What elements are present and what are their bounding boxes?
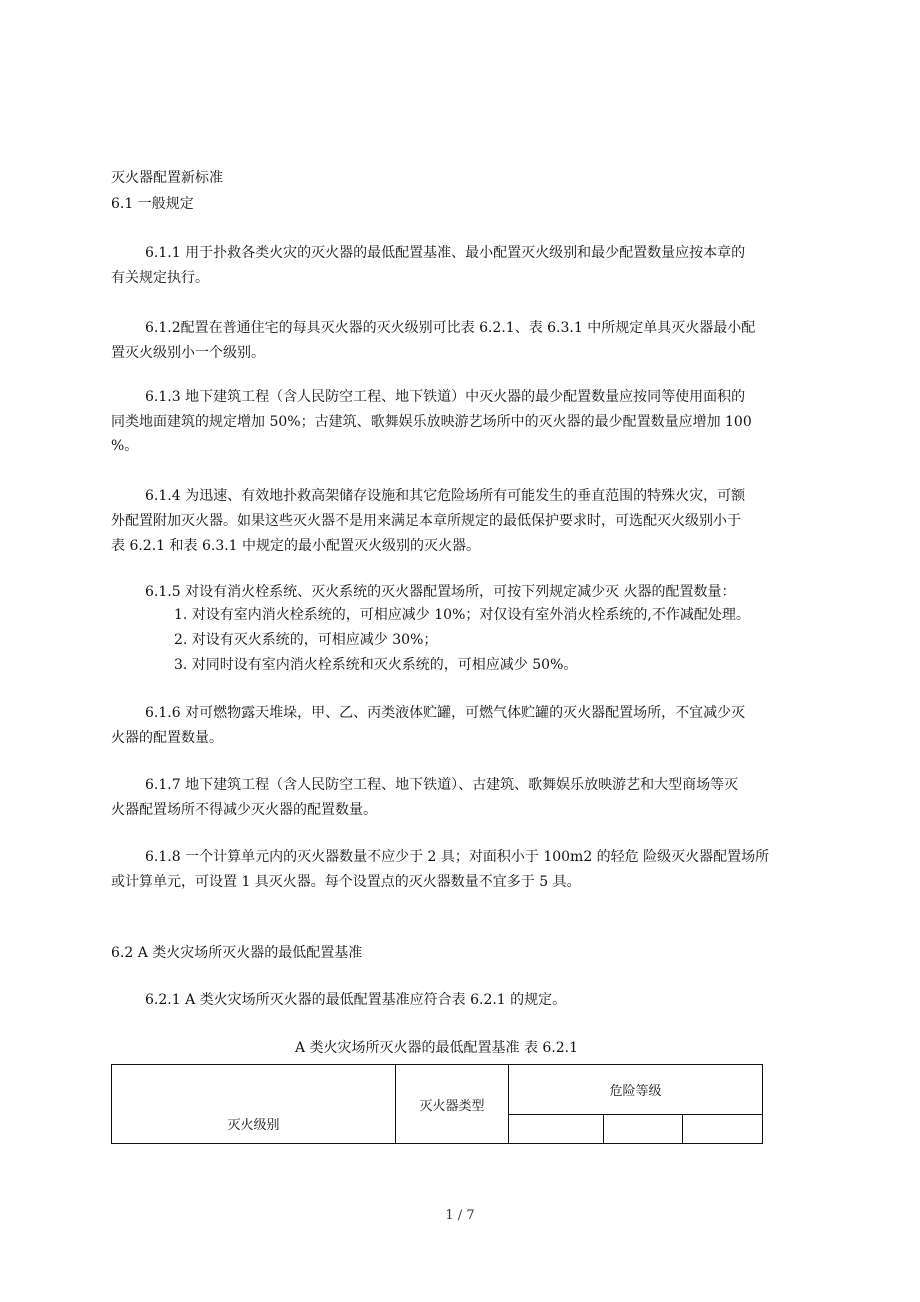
table-cell: [509, 1115, 604, 1144]
paragraph-line: 火器的配置数量。: [111, 730, 223, 746]
table-caption: A 类火灾场所灭火器的最低配置基准 表 6.2.1: [294, 1040, 579, 1056]
header-extinguisher-type: 灭火器类型: [396, 1065, 509, 1144]
paragraph-line: 同类地面建筑的规定增加 50%；古建筑、歌舞娱乐放映游艺场所中的灭火器的最少配置数量应增加 100: [111, 414, 752, 430]
paragraph-line: 火器配置场所不得减少灭火器的配置数量。: [111, 802, 377, 818]
paragraph-line: %。: [111, 438, 139, 454]
list-item: 1. 对设有室内消火栓系统的，可相应减少 10%；对仅设有室外消火栓系统的,不作减配处理。: [174, 607, 750, 623]
table-row: [112, 1065, 763, 1115]
config-table: [111, 1064, 763, 1144]
paragraph-line: 6.1.7 地下建筑工程（含人民防空工程、地下铁道）、古建筑、歌舞娱乐放映游艺和大型商场等灭: [145, 777, 739, 793]
paragraph-line: 6.1.5 对设有消火栓系统、灭火系统的灭火器配置场所，可按下列规定减少灭 火器的配置数量：: [145, 584, 736, 600]
section-6-1-heading: 6.1 一般规定: [111, 196, 194, 212]
paragraph-line: 6.1.1 用于扑救各类火灾的灭火器的最低配置基准、最小配置灭火级别和最少配置数量应按本章的: [145, 245, 746, 261]
section-6-2-heading: 6.2 A 类火灾场所灭火器的最低配置基准: [111, 945, 363, 961]
header-risk-level: 危险等级: [509, 1065, 763, 1115]
paragraph-line: 有关规定执行。: [111, 270, 209, 286]
paragraph-6-2-1: 6.2.1 A 类火灾场所灭火器的最低配置基准应符合表 6.2.1 的规定。: [145, 992, 567, 1008]
table-cell: [683, 1115, 763, 1144]
header-fire-rating: 灭火级别: [112, 1065, 396, 1144]
paragraph-line: 6.1.4 为迅速、有效地扑救高架储存设施和其它危险场所有可能发生的垂直范围的特殊火灾，可额: [145, 488, 746, 504]
list-item: 2. 对设有灭火系统的，可相应减少 30%；: [174, 632, 438, 648]
paragraph-line: 6.1.3 地下建筑工程（含人民防空工程、地下铁道）中灭火器的最少配置数量应按同等使用面积的: [145, 389, 746, 405]
paragraph-line: 6.1.2配置在普通住宅的每具灭火器的灭火级别可比表 6.2.1、表 6.3.1 中所规定单具灭火器最小配: [145, 320, 756, 336]
paragraph-line: 置灭火级别小一个级别。: [111, 345, 265, 361]
table-cell: [604, 1115, 683, 1144]
paragraph-line: 外配置附加灭火器。如果这些灭火器不是用来满足本章所规定的最低保护要求时，可选配灭火级别小于: [111, 513, 741, 529]
paragraph-line: 6.1.6 对可燃物露天堆垛，甲、乙、丙类液体贮罐，可燃气体贮罐的灭火器配置场所，不宜减少灭: [145, 705, 746, 721]
document-title: 灭火器配置新标准: [111, 170, 223, 186]
list-item: 3. 对同时设有室内消火栓系统和灭火系统的，可相应减少 50%。: [174, 657, 578, 673]
paragraph-line: 或计算单元，可设置 1 具灭火器。每个设置点的灭火器数量不宜多于 5 具。: [111, 874, 581, 890]
paragraph-line: 6.1.8 一个计算单元内的灭火器数量不应少于 2 具；对面积小于 100m2 的轻危 险级灭火器配置场所: [145, 849, 770, 865]
paragraph-line: 表 6.2.1 和表 6.3.1 中规定的最小配置灭火级别的灭火器。: [111, 538, 481, 554]
page-number: 1 / 7: [445, 1208, 475, 1223]
